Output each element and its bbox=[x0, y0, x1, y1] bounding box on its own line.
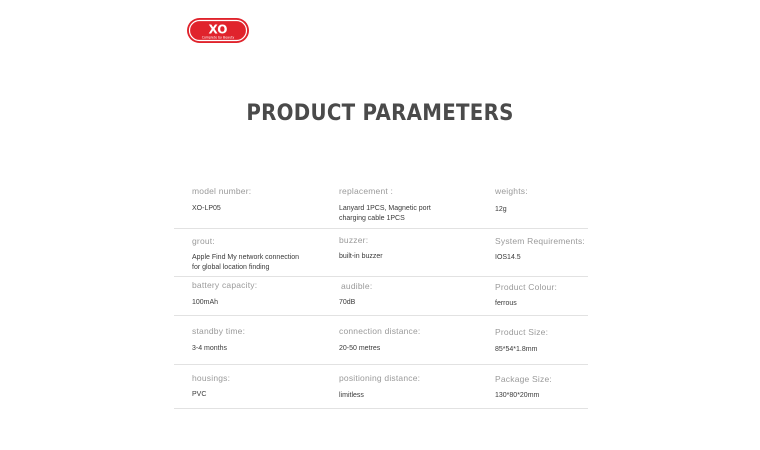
param-label: replacement : bbox=[339, 186, 394, 196]
param-value: 20-50 metres bbox=[339, 345, 381, 352]
param-label: housings: bbox=[192, 373, 231, 383]
param-label: weights: bbox=[495, 186, 528, 196]
parameters-table bbox=[174, 0, 588, 450]
row-divider bbox=[174, 364, 588, 365]
param-value: Lanyard 1PCS, Magnetic port charging cable 1PCS bbox=[339, 205, 431, 222]
param-value: built-in buzzer bbox=[339, 253, 383, 260]
param-label: standby time: bbox=[192, 326, 246, 336]
row-divider bbox=[174, 276, 588, 277]
param-value: limitless bbox=[339, 392, 364, 399]
param-value: 12g bbox=[495, 206, 507, 213]
logo-tagline: Complete by Beauty bbox=[201, 35, 235, 40]
param-value: 3-4 months bbox=[192, 345, 228, 352]
param-label: connection distance: bbox=[339, 326, 421, 336]
param-label: positioning distance: bbox=[339, 373, 421, 383]
row-divider bbox=[174, 228, 588, 229]
param-label: audible: bbox=[341, 281, 373, 291]
param-label: Package Size: bbox=[495, 374, 552, 384]
param-value: 100mAh bbox=[192, 299, 219, 306]
row-divider bbox=[174, 408, 588, 409]
param-value: PVC bbox=[192, 391, 207, 398]
param-value: 70dB bbox=[339, 299, 356, 306]
param-label: grout: bbox=[192, 236, 215, 246]
row-divider bbox=[174, 315, 588, 316]
param-label: battery capacity: bbox=[192, 280, 258, 290]
param-value: ferrous bbox=[495, 300, 517, 307]
param-value: 130*80*20mm bbox=[495, 392, 540, 399]
param-label: model number: bbox=[192, 186, 252, 196]
logo-text: XO bbox=[208, 22, 228, 37]
param-label: Product Size: bbox=[495, 327, 549, 337]
param-value: 85*54*1.8mm bbox=[495, 346, 538, 353]
param-value: XO-LP05 bbox=[192, 205, 221, 212]
param-label: System Requirements: bbox=[495, 236, 585, 246]
page-title: PRODUCT PARAMETERS bbox=[246, 101, 514, 126]
param-label: Product Colour: bbox=[495, 282, 558, 292]
param-value: IOS14.5 bbox=[495, 254, 521, 261]
param-value: Apple Find My network connection for global location finding bbox=[192, 254, 299, 271]
param-label: buzzer: bbox=[339, 235, 369, 245]
